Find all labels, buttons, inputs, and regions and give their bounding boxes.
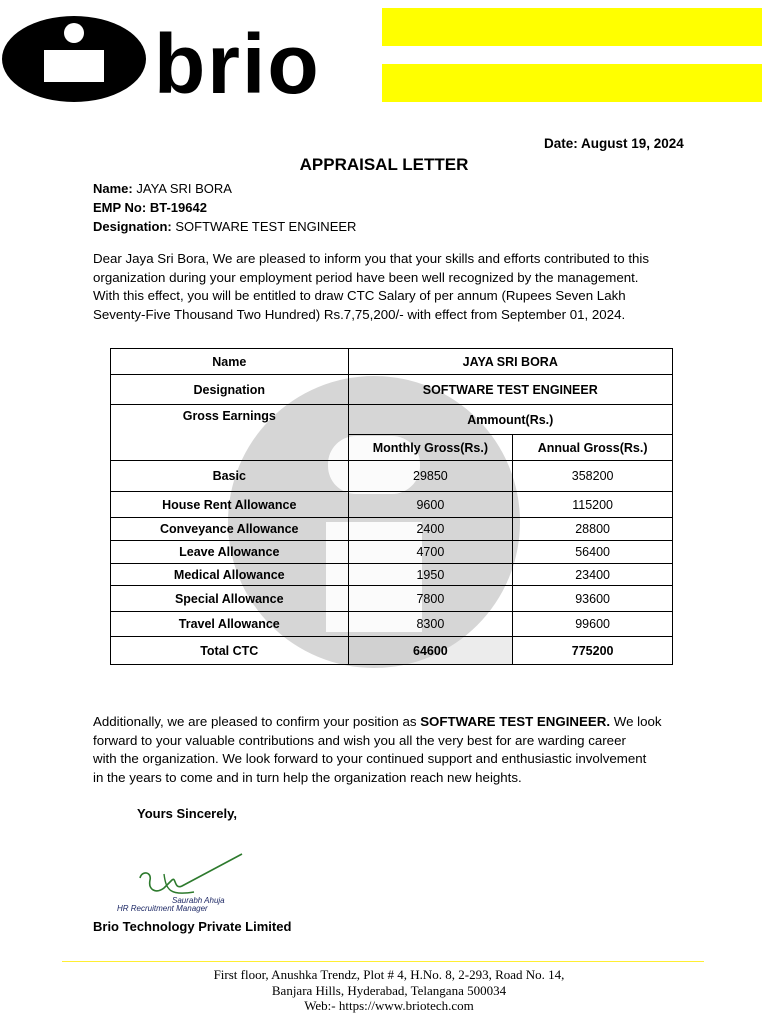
total-annual-cell: 775200 [513, 637, 673, 665]
monthly-header-cell: Monthly Gross(Rs.) [348, 435, 513, 461]
component-cell: Leave Allowance [111, 541, 349, 564]
annual-cell: 56400 [513, 541, 673, 564]
table-row [111, 564, 673, 586]
closing-line [93, 713, 686, 732]
employee-designation [93, 219, 356, 234]
total-monthly-cell: 64600 [348, 637, 513, 665]
employee-name [93, 181, 232, 196]
annual-cell: 358200 [513, 461, 673, 492]
signatory-name: Saurabh Ahuja [172, 896, 225, 905]
table-row [111, 349, 673, 375]
total-row [111, 637, 673, 665]
annual-header-cell: Annual Gross(Rs.) [513, 435, 673, 461]
signature [112, 850, 262, 915]
footer-website: Web:- https://www.briotech.com [304, 998, 474, 1013]
logo-dot [64, 23, 84, 43]
monthly-cell: 29850 [348, 461, 513, 492]
footer-address-line2: Banjara Hills, Hyderabad, Telangana 500034 [271, 983, 507, 998]
annual-cell: 23400 [513, 564, 673, 586]
component-cell: Medical Allowance [111, 564, 349, 586]
company-name: Brio Technology Private Limited [93, 919, 292, 934]
employee-number-label: EMP No: [93, 200, 147, 215]
name-value-cell: JAYA SRI BORA [348, 349, 672, 375]
footer-address-line1: First floor, Anushka Trendz, Plot # 4, H.No. 8, 2-293, Road No. 14, [213, 967, 565, 982]
employee-number [93, 200, 207, 215]
intro-line: Dear Jaya Sri Bora, We are pleased to inform you that your skills and efforts contributed to this [93, 251, 650, 266]
closing-position: SOFTWARE TEST ENGINEER. [420, 714, 611, 729]
annual-cell: 28800 [513, 518, 673, 541]
table-row [111, 541, 673, 564]
logo-text: brio [154, 17, 321, 111]
employee-number-value: BT-19642 [149, 200, 207, 215]
logo-bar [44, 50, 104, 82]
employee-name-value: JAYA SRI BORA [136, 181, 232, 196]
designation-value-cell: SOFTWARE TEST ENGINEER [348, 375, 672, 405]
name-label-cell: Name [111, 349, 349, 375]
closing-line-text: Additionally, we are pleased to confirm your position as [93, 714, 417, 729]
signatory-title: HR Recruitment Manager [117, 904, 208, 913]
closing-line-text: We look [613, 714, 662, 729]
signature-stroke [140, 854, 242, 891]
monthly-cell: 1950 [348, 564, 513, 586]
intro-line: With this effect, you will be entitled to draw CTC Salary of per annum (Rupees Seven Lakh [93, 288, 626, 303]
header-yellow-bar-bottom [382, 64, 762, 102]
monthly-cell: 2400 [348, 518, 513, 541]
amount-header-cell: Ammount(Rs.) [348, 405, 672, 435]
employee-designation-value: SOFTWARE TEST ENGINEER [175, 219, 357, 234]
table-row [111, 612, 673, 637]
gross-earnings-label-cell: Gross Earnings [111, 405, 349, 461]
table-row [111, 375, 673, 405]
monthly-cell: 8300 [348, 612, 513, 637]
component-cell: Travel Allowance [111, 612, 349, 637]
table-row [111, 461, 673, 492]
component-cell: Conveyance Allowance [111, 518, 349, 541]
designation-label-cell: Designation [111, 375, 349, 405]
component-cell: Basic [111, 461, 349, 492]
annual-cell: 115200 [513, 492, 673, 518]
annual-cell: 93600 [513, 586, 673, 612]
monthly-cell: 7800 [348, 586, 513, 612]
component-cell: House Rent Allowance [111, 492, 349, 518]
intro-line: Seventy-Five Thousand Two Hundred) Rs.7,75,200/- with effect from September 01, 2024. [93, 306, 626, 322]
intro-paragraph [93, 250, 686, 324]
table-row [111, 492, 673, 518]
monthly-cell: 4700 [348, 541, 513, 564]
yours-sincerely: Yours Sincerely, [137, 806, 237, 821]
component-cell: Special Allowance [111, 586, 349, 612]
closing-line: in the years to come and in turn help the organization reach new heights. [93, 769, 522, 785]
letter-date: Date: August 19, 2024 [544, 136, 684, 151]
footer-divider [62, 961, 704, 962]
letter-title: APPRAISAL LETTER [299, 155, 469, 174]
table-row [111, 405, 673, 435]
monthly-cell: 9600 [348, 492, 513, 518]
employee-name-label: Name: [93, 181, 133, 196]
closing-line: forward to your valuable contributions and wish you all the very best for are warding career [93, 732, 626, 748]
header-yellow-bar-top [382, 8, 762, 46]
salary-table [110, 348, 673, 665]
total-label-cell: Total CTC [111, 637, 349, 665]
annual-cell: 99600 [513, 612, 673, 637]
employee-designation-label: Designation: [93, 219, 172, 234]
intro-line: organization during your employment period have been well recognized by the management. [93, 269, 639, 285]
table-row [111, 518, 673, 541]
closing-paragraph [93, 713, 686, 787]
closing-line: with the organization. We look forward to your continued support and enthusiastic involvement [93, 751, 647, 766]
table-row [111, 586, 673, 612]
